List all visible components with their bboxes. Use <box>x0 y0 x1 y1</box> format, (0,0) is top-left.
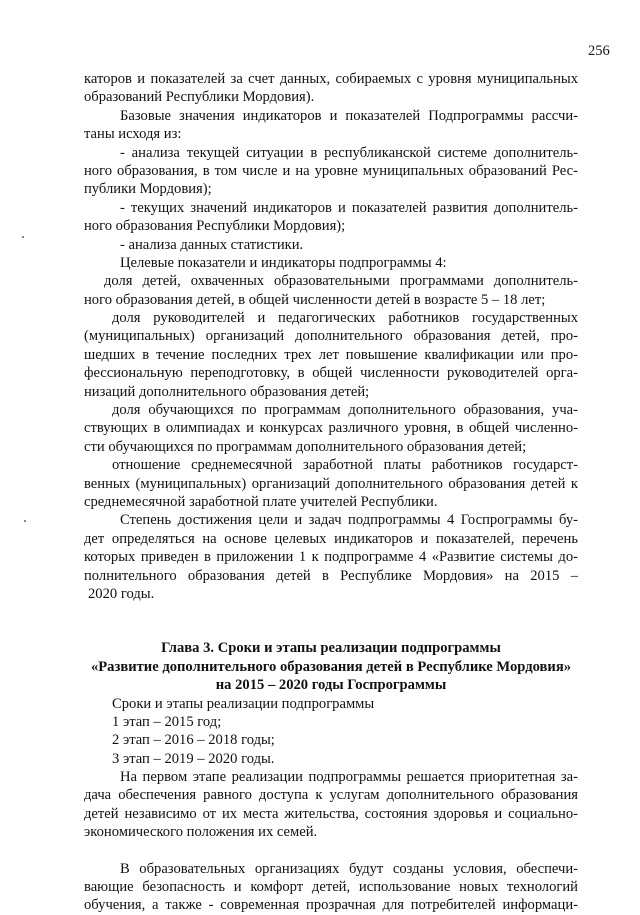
text-line: экономического положения их семей. <box>84 824 318 841</box>
text-line: Степень достижения цели и задач подпрограммы 4 Госпрограммы бу- <box>120 512 578 529</box>
text-line: венных (муниципальных) организаций дополнительного образования детей к <box>84 475 578 492</box>
text-line: фессиональную переподготовку, в общей численности руководителей орга- <box>84 365 578 382</box>
text-line: полнительного образования детей в Республике Мордовия» на 2015 – <box>84 567 578 584</box>
heading-line: на 2015 – 2020 годы Госпрограммы <box>215 677 447 694</box>
text-line: доля руководителей и педагогических работников государственных <box>112 310 578 327</box>
text-line: детей независимо от их места жительства, состояния здоровья и социально- <box>84 805 578 822</box>
text-line: ствующих в олимпиадах и конкурсах различного уровня, в общей численно- <box>84 420 578 437</box>
text-line: вающие безопасность и комфорт детей, использование новых технологий <box>84 879 578 896</box>
chapter-heading <box>84 639 578 694</box>
text-line: шедших в течение последних трех лет повышение квалификации или про- <box>84 346 578 363</box>
text-line: публики Мордовия); <box>84 181 212 198</box>
text-line: отношение среднемесячной заработной платы работников государст- <box>112 457 578 474</box>
text-line: 2020 годы. <box>88 585 155 602</box>
text-line: 1 этап – 2015 год; <box>112 713 222 730</box>
heading-line: «Развитие дополнительного образования детей в Республике Мордовия» <box>90 658 572 675</box>
section-text <box>84 70 578 603</box>
text-line: дет определяться на основе целевых индикаторов и показателей, перечень <box>84 530 578 547</box>
text-line: таны исходя из: <box>84 126 182 143</box>
text-line: сти обучающихся по программам дополнительного образования детей; <box>84 438 527 455</box>
text-line: низаций дополнительного образования детей; <box>84 383 370 400</box>
text-line: На первом этапе реализации подпрограммы решается приоритетная за- <box>120 769 578 786</box>
text-line: (муниципальных) организаций дополнительного образования детей, про- <box>84 328 578 345</box>
text-line: Целевые показатели и индикаторы подпрограммы 4: <box>120 254 447 271</box>
text-line: ного образования Республики Мордовия); <box>84 218 346 235</box>
heading-line: Глава 3. Сроки и этапы реализации подпрограммы <box>161 640 501 657</box>
text-line: Базовые значения индикаторов и показателей Подпрограммы рассчи- <box>120 107 578 124</box>
text-line: - анализа данных статистики. <box>120 236 304 253</box>
body-text <box>84 70 578 915</box>
text-line: - анализа текущей ситуации в республиканской системе дополнитель- <box>120 144 578 161</box>
text-line: 3 этап – 2019 – 2020 годы. <box>112 750 275 767</box>
text-line: обучения, а также - современная прозрачная для потребителей информаци- <box>84 897 578 914</box>
text-line: среднемесячной заработной плате учителей Республики. <box>84 493 438 510</box>
text-line: доля детей, охваченных образовательными программами дополнитель- <box>104 273 578 290</box>
text-line: которых приведен в приложении 1 к подпрограмме 4 «Развитие системы до- <box>84 549 578 566</box>
text-line: дача обеспечения равного доступа к услугам дополнительного образования <box>84 787 578 804</box>
page-number: 256 <box>588 43 610 59</box>
text-line: доля обучающихся по программам дополнительного образования, уча- <box>112 402 578 419</box>
text-line: ного образования, в том числе и на уровне муниципальных образований Рес- <box>84 162 578 179</box>
text-line: каторов и показателей за счет данных, собираемых с уровня муниципальных <box>84 71 578 87</box>
text-line: образований Республики Мордовия). <box>84 89 315 106</box>
scan-speck <box>24 520 26 522</box>
text-line: - текущих значений индикаторов и показателей развития дополнитель- <box>120 199 578 216</box>
text-line: В образовательных организациях будут созданы условия, обеспечи- <box>120 860 578 877</box>
text-line: 2 этап – 2016 – 2018 годы; <box>112 732 275 749</box>
section-text <box>84 695 578 915</box>
scan-speck <box>22 236 24 238</box>
text-line: Сроки и этапы реализации подпрограммы <box>112 695 375 712</box>
text-line: ного образования детей, в общей численности детей в возрасте 5 – 18 лет; <box>84 291 546 308</box>
